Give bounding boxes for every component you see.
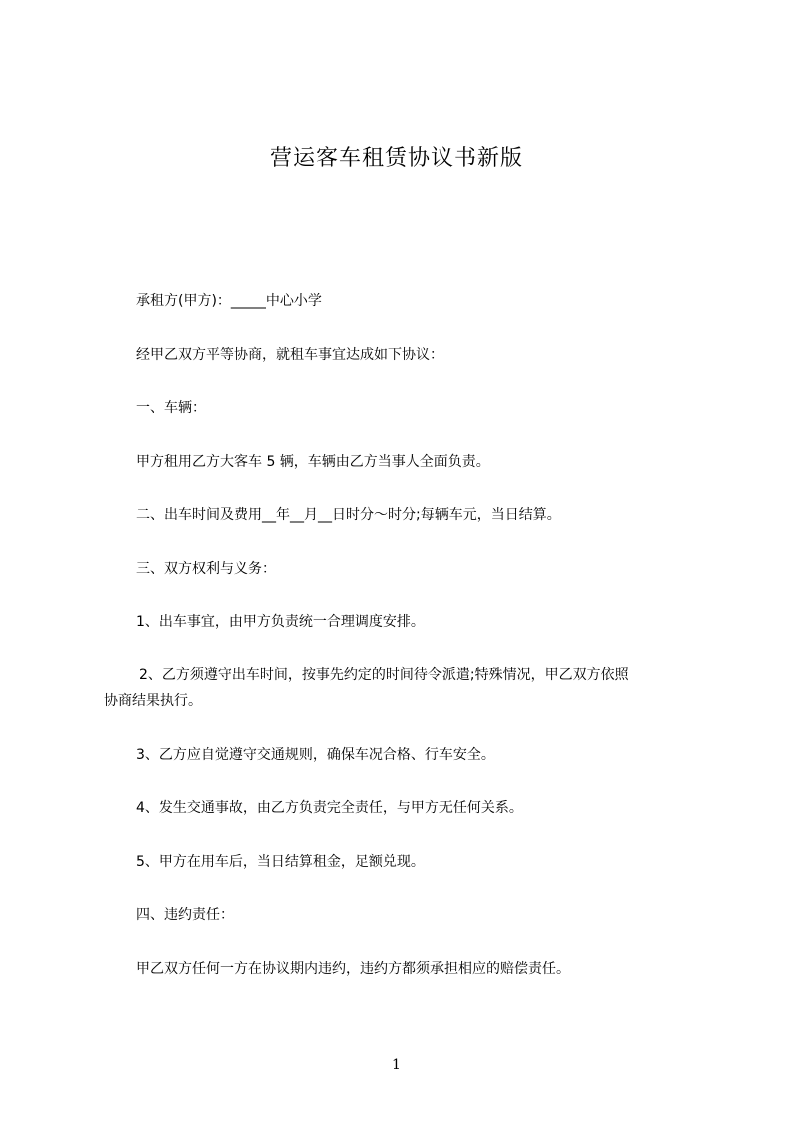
page-number: 1 bbox=[392, 1057, 401, 1073]
section-heading-vehicle: 一、车辆： bbox=[136, 400, 206, 416]
clause-3: 3、乙方应自觉遵守交通规则，确保车况合格、行车安全。 bbox=[136, 747, 495, 763]
clause-2-line-1: 2、乙方须遵守出车时间，按事先约定的时间待令派遣;特殊情况，甲乙双方依照 bbox=[139, 667, 629, 683]
clause-4: 4、发生交通事故，由乙方负责完全责任，与甲方无任何关系。 bbox=[136, 800, 523, 816]
clause-2-line-2: 协商结果执行。 bbox=[104, 693, 202, 709]
section-heading-time-fee: 二、出车时间及费用__年__月__日时分～时分;每辆车元，当日结算。 bbox=[136, 507, 561, 523]
paragraph-lessee: 承租方(甲方)：_____中心小学 bbox=[136, 293, 322, 309]
paragraph-intro: 经甲乙双方平等协商，就租车事宜达成如下协议： bbox=[136, 347, 444, 363]
document-title: 营运客车租赁协议书新版 bbox=[269, 146, 523, 171]
section-heading-breach: 四、违约责任： bbox=[136, 907, 234, 923]
section-heading-rights: 三、双方权利与义务： bbox=[136, 561, 276, 577]
paragraph-breach: 甲乙双方任何一方在协议期内违约，违约方都须承担相应的赔偿责任。 bbox=[136, 961, 570, 977]
paragraph-vehicle: 甲方租用乙方大客车 5 辆，车辆由乙方当事人全面负责。 bbox=[136, 454, 490, 470]
clause-1: 1、出车事宜，由甲方负责统一合理调度安排。 bbox=[136, 614, 425, 630]
clause-5: 5、甲方在用车后，当日结算租金，足额兑现。 bbox=[136, 854, 425, 870]
